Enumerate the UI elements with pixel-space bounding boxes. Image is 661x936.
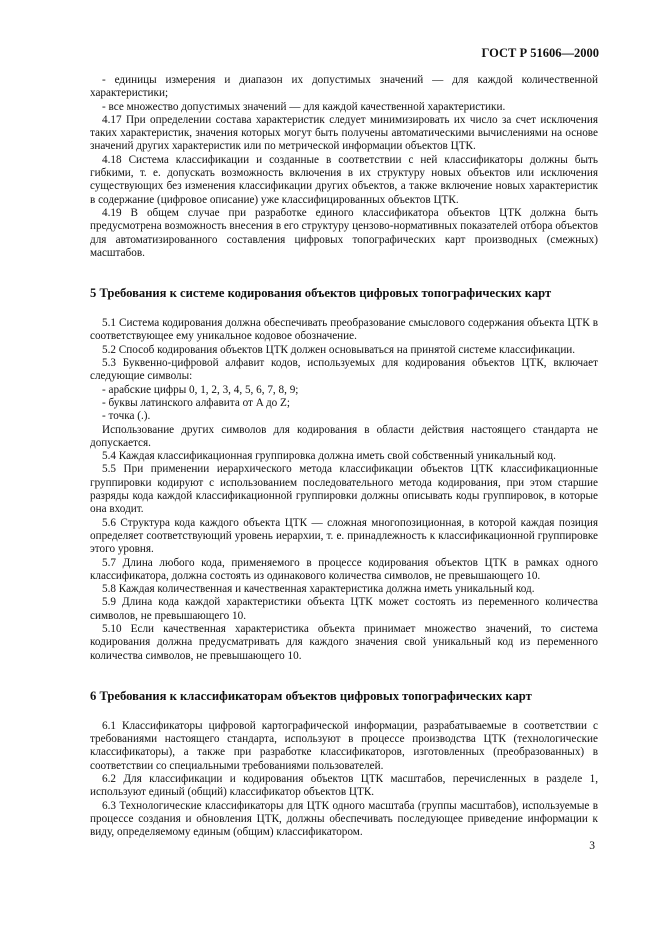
section-5-heading: 5 Требования к системе кодирования объектов цифровых топографических карт [90,286,552,301]
paragraph-5-1: 5.1 Система кодирования должна обеспечивать преобразование смыслового содержания объекта ЦТК в соответствующее ему уникальное кодовое обозначение. [90,317,598,343]
standard-header: ГОСТ Р 51606—2000 [481,46,599,60]
paragraph-5-9: 5.9 Длина кода каждой характеристики объекта ЦТК может состоять из переменного количества символов, не превышающего 10. [90,596,598,622]
paragraph-5-3: 5.3 Буквенно-цифровой алфавит кодов, используемых для кодирования объектов ЦТК, включает следующие символы: [90,357,598,383]
document-body [90,74,598,840]
paragraph-5-8: 5.8 Каждая количественная и качественная характеристика должна иметь уникальный код. [102,583,535,596]
paragraph-5-2: 5.2 Способ кодирования объектов ЦТК должен основываться на принятой системе классификации. [102,343,576,356]
paragraph-5-5: 5.5 При применении иерархического метода классификации объектов ЦТК классификационные группировки кодируют с использованием последовательного метода кодирования, при этом старшие разряды кода каждой классификационной группировки должны описывать коды группировок, в которые она входит. [90,463,598,516]
page-number: 3 [589,840,595,852]
paragraph-4-18: 4.18 Система классификации и созданные в соответствии с ней классификаторы должны быть гибкими, т. е. допускать возможность включения в их структуру новых объектов или исключения существующих без изменения классификации других объектов, а также включение новых характеристик в содержание (цифровое описание) уже классифицированных объектов ЦТК. [90,153,598,206]
paragraph-6-1: 6.1 Классификаторы цифровой картографической информации, разрабатываемые в соответствии с требованиями настоящего стандарта, используют в процессе производства ЦТК (технологические классификаторы), а также при разработке классификаторов, изготовленных (преобразованных) в соответствии со специальными требованиями пользователей. [90,719,598,772]
list-item: - все множество допустимых значений — для каждой качественной характеристики. [102,100,506,113]
section-6-heading: 6 Требования к классификаторам объектов цифровых топографических карт [90,688,532,703]
paragraph-5-10: 5.10 Если качественная характеристика объекта принимает множество значений, то система кодирования должна предусматривать для каждого значения свой уникальный код из переменного количества символов, не превышающего 10. [90,622,598,662]
paragraph-6-2: 6.2 Для классификации и кодирования объектов ЦТК масштабов, перечисленных в разделе 1, используют единый (общий) классификатор объектов ЦТК. [90,773,598,799]
list-item: - точка (.). [102,410,151,423]
paragraph-6-3: 6.3 Технологические классификаторы для ЦТК одного масштаба (группы масштабов), используемые в процессе создания и обновления ЦТК, должны обеспечивать последующее приведение информации к виду, определяемому единым (общим) классификатором. [90,799,598,839]
paragraph-5-7: 5.7 Длина любого кода, применяемого в процессе кодирования объектов ЦТК в рамках одного классификатора, должна состоять из одинакового количества символов, не превышающего 10. [90,556,598,582]
paragraph-4-19: 4.19 В общем случае при разработке единого классификатора объектов ЦТК должна быть предусмотрена возможность внесения в его структуру цензово-нормативных показателей отбора объектов для автоматизированного составления цифровых топографических карт производных (смежных) масштабов. [90,206,598,259]
paragraph-symbols-note: Использование других символов для кодирования в области действия настоящего стандарта не допускается. [90,423,598,449]
paragraph-5-4: 5.4 Каждая классификационная группировка должна иметь свой собственный уникальный код. [102,450,556,463]
list-item: - буквы латинского алфавита от A до Z; [102,396,290,409]
paragraph-4-17: 4.17 При определении состава характеристик следует минимизировать их число за счет исключения таких характеристик, значения которых могут быть получены автоматическими вычислениями на основе значений других характеристик или по метрической информации объектов ЦТК. [90,113,598,153]
list-item: - единицы измерения и диапазон их допустимых значений — для каждой количественной характеристики; [90,74,598,100]
paragraph-5-6: 5.6 Структура кода каждого объекта ЦТК — сложная многопозиционная, в которой каждая позиция определяет соответствующий уровень иерархии, т. е. принадлежность к классификационной группировке этого уровня. [90,516,598,556]
list-item: - арабские цифры 0, 1, 2, 3, 4, 5, 6, 7, 8, 9; [102,383,299,396]
